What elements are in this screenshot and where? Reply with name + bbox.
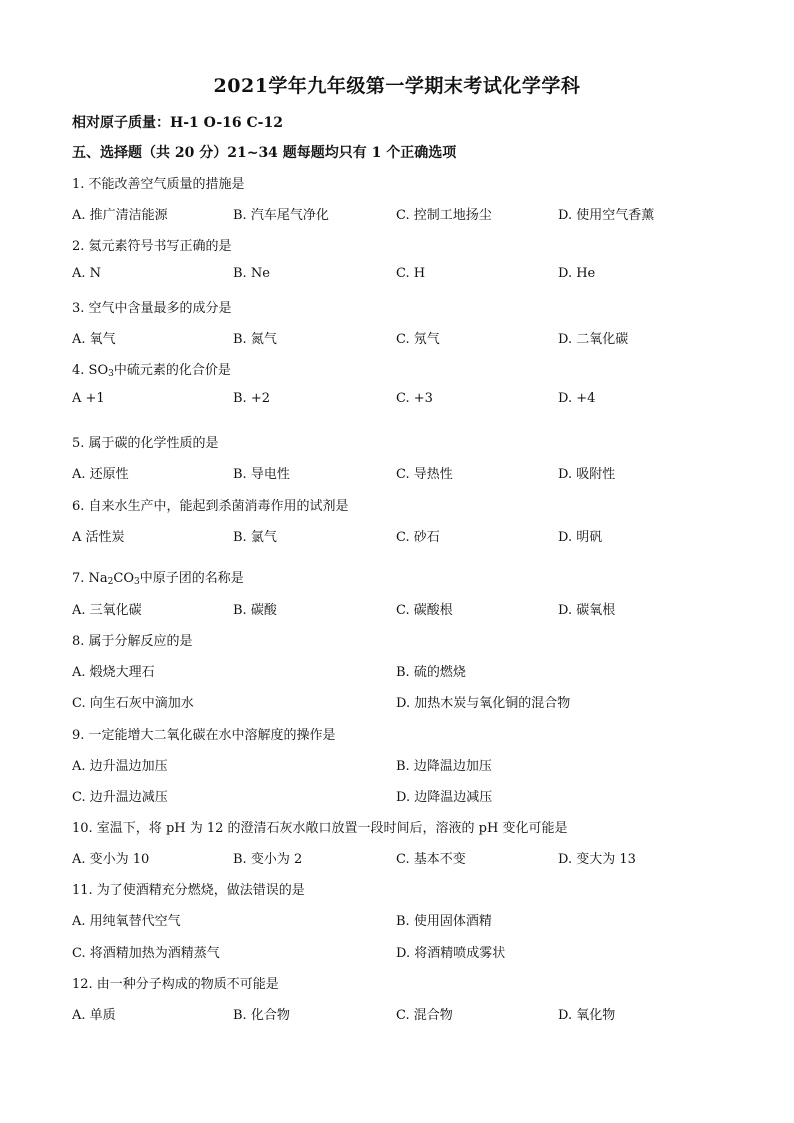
option-b: B. 氮气 — [233, 332, 277, 347]
option-a: A. N — [72, 266, 102, 281]
atomic-mass-line: 相对原子质量：H-1 O-16 C-12 — [72, 115, 283, 131]
question-1-options — [72, 204, 732, 224]
option-b: B. +2 — [233, 391, 270, 406]
question-8-options-row1 — [72, 661, 732, 681]
question-7-stem — [72, 567, 244, 587]
option-d: D. 变大为 13 — [558, 852, 636, 867]
section-heading: 五、选择题（共 20 分）21~34 题每题均只有 1 个正确选项 — [72, 145, 457, 161]
question-4-options — [72, 391, 732, 411]
stem-suffix: 中硫元素的化合价是 — [113, 363, 231, 378]
stem-prefix: 4. SO — [72, 363, 109, 378]
option-d: D. 使用空气香薰 — [558, 208, 655, 223]
option-b: B. Ne — [233, 266, 270, 281]
question-9-options-row1 — [72, 755, 732, 775]
question-11-stem: 11. 为了使酒精充分燃烧，做法错误的是 — [72, 883, 305, 898]
option-a: A. 三氧化碳 — [72, 603, 142, 618]
option-d: D. He — [558, 266, 596, 281]
question-7-options — [72, 599, 732, 619]
option-d: D. 边降温边减压 — [396, 790, 493, 805]
option-b: B. 碳酸 — [233, 603, 277, 618]
option-d: D. 碳氧根 — [558, 603, 616, 618]
option-c: C. 碳酸根 — [396, 603, 453, 618]
option-b: B. 氯气 — [233, 530, 277, 545]
question-6-options — [72, 526, 732, 546]
question-9-stem: 9. 一定能增大二氧化碳在水中溶解度的操作是 — [72, 728, 336, 743]
option-b: B. 使用固体酒精 — [396, 914, 492, 929]
question-10-stem: 10. 室温下，将 pH 为 12 的澄清石灰水敞口放置一段时间后，溶液的 pH 变化可能是 — [72, 821, 568, 836]
option-b: B. 导电性 — [233, 467, 290, 482]
option-a: A. 用纯氧替代空气 — [72, 914, 181, 929]
question-3-stem: 3. 空气中含量最多的成分是 — [72, 301, 232, 316]
question-5-stem: 5. 属于碳的化学性质的是 — [72, 436, 219, 451]
question-11-options-row2 — [72, 942, 732, 962]
option-d: D. 二氧化碳 — [558, 332, 629, 347]
option-a: A +1 — [72, 391, 105, 406]
option-c: C. +3 — [396, 391, 433, 406]
option-d: D. 氧化物 — [558, 1008, 616, 1023]
option-c: C. 控制工地扬尘 — [396, 208, 492, 223]
subscript: 3 — [108, 369, 114, 379]
question-3-options — [72, 328, 732, 348]
subscript: 3 — [134, 577, 140, 587]
option-b: B. 汽车尾气净化 — [233, 208, 329, 223]
option-a: A. 煅烧大理石 — [72, 665, 155, 680]
stem-prefix: 7. Na — [72, 571, 108, 586]
option-c: C. 边升温边减压 — [72, 790, 168, 805]
option-c: C. 混合物 — [396, 1008, 453, 1023]
question-4-stem — [72, 359, 231, 379]
question-12-stem: 12. 由一种分子构成的物质不可能是 — [72, 977, 279, 992]
stem-middle: CO — [113, 571, 135, 586]
subscript: 2 — [107, 577, 114, 587]
option-d: D. 吸附性 — [558, 467, 616, 482]
option-c: C. 将酒精加热为酒精蒸气 — [72, 946, 220, 961]
option-a: A. 变小为 10 — [72, 852, 150, 867]
option-c: C. 砂石 — [396, 530, 440, 545]
option-c: C. 基本不变 — [396, 852, 466, 867]
option-a: A. 单质 — [72, 1008, 116, 1023]
option-c: C. 导热性 — [396, 467, 453, 482]
option-a: A 活性炭 — [72, 530, 125, 545]
question-5-options — [72, 463, 732, 483]
question-2-options — [72, 266, 732, 286]
question-12-options — [72, 1004, 732, 1024]
option-c: C. 向生石灰中滴加水 — [72, 696, 194, 711]
option-d: D. +4 — [558, 391, 596, 406]
option-b: B. 变小为 2 — [233, 852, 303, 867]
option-d: D. 将酒精喷成雾状 — [396, 946, 506, 961]
question-8-stem: 8. 属于分解反应的是 — [72, 634, 193, 649]
option-a: A. 氧气 — [72, 332, 116, 347]
option-d: D. 明矾 — [558, 530, 603, 545]
question-11-options-row1 — [72, 910, 732, 930]
option-d: D. 加热木炭与氧化铜的混合物 — [396, 696, 571, 711]
option-c: C. H — [396, 266, 426, 281]
stem-suffix: 中原子团的名称是 — [139, 571, 244, 586]
question-6-stem: 6. 自来水生产中，能起到杀菌消毒作用的试剂是 — [72, 499, 349, 514]
option-a: A. 推广清洁能源 — [72, 208, 168, 223]
option-a: A. 还原性 — [72, 467, 129, 482]
question-8-options-row2 — [72, 692, 732, 712]
option-b: B. 化合物 — [233, 1008, 290, 1023]
question-10-options — [72, 848, 732, 868]
question-9-options-row2 — [72, 786, 732, 806]
option-b: B. 硫的燃烧 — [396, 665, 466, 680]
question-2-stem: 2. 氦元素符号书写正确的是 — [72, 239, 232, 254]
option-c: C. 氖气 — [396, 332, 440, 347]
option-b: B. 边降温边加压 — [396, 759, 492, 774]
question-1-stem: 1. 不能改善空气质量的措施是 — [72, 177, 245, 192]
option-a: A. 边升温边加压 — [72, 759, 168, 774]
exam-title: 2021学年九年级第一学期末考试化学学科 — [213, 75, 581, 97]
